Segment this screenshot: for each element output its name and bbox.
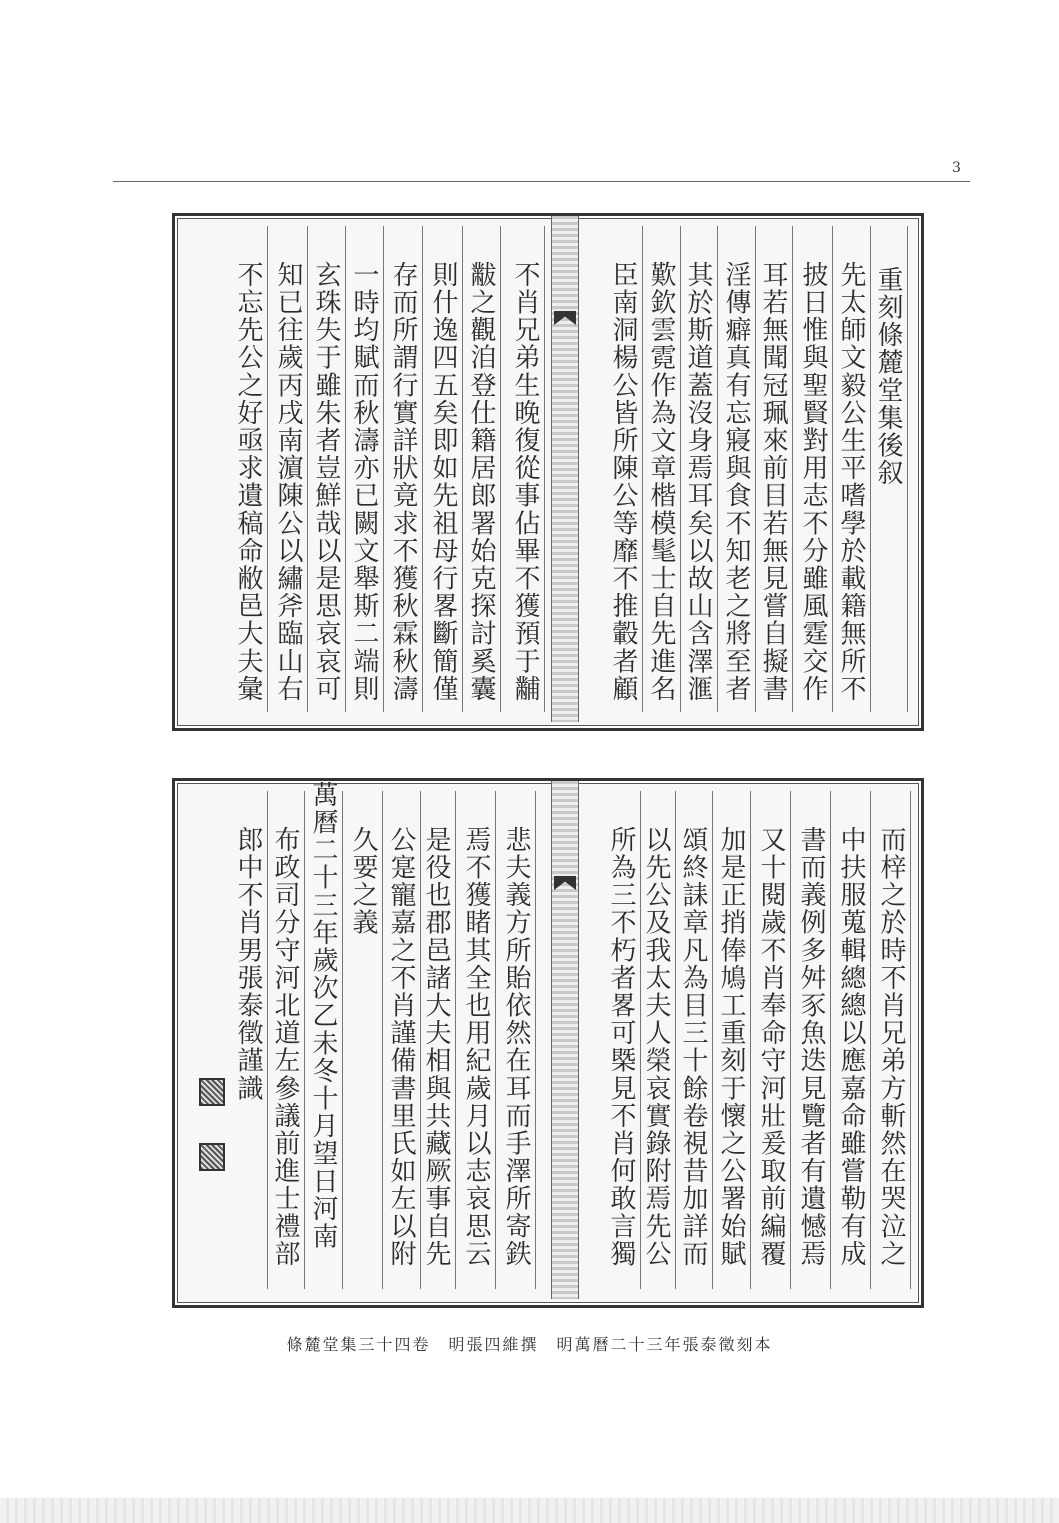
seal-stamp-upper	[199, 1078, 225, 1106]
text-column: 以先公及我太夫人榮哀實錄附焉先公	[641, 826, 671, 1268]
text-column: 又十閱歲不肖奉命守河壯爰取前編覆	[756, 826, 786, 1268]
column-rule	[382, 791, 383, 1289]
column-rule	[830, 791, 831, 1289]
column-rule	[910, 791, 911, 1289]
text-column: 久要之義	[348, 826, 378, 937]
text-column: 中扶服蒐輯總總以應嘉命雖嘗勒有成	[836, 826, 866, 1268]
column-rule	[345, 226, 346, 712]
text-column: 其於斯道蓋沒身焉耳矣以故山含澤滙	[683, 261, 713, 703]
text-column: 不忘先公之好亟求遺稿命敝邑大夫彙	[233, 261, 263, 703]
column-rule	[422, 226, 423, 712]
preface-title: 重刻條麓堂集後叙	[873, 266, 903, 487]
column-rule	[790, 791, 791, 1289]
column-rule	[712, 791, 713, 1289]
fishtail-mark	[554, 311, 576, 325]
text-column: 而梓之於時不肖兄弟方斬然在哭泣之	[876, 826, 906, 1268]
column-rule	[544, 226, 545, 712]
fishtail-mark	[554, 876, 576, 890]
caption: 條麓堂集三十四卷 明張四維撰 明萬曆二十三年張泰徵刻本	[286, 1335, 773, 1354]
column-rule	[640, 791, 641, 1289]
column-rule	[462, 226, 463, 712]
text-column: 悲夫義方所貽依然在耳而手澤所寄鉄	[501, 826, 531, 1268]
text-column: 焉不獲睹其全也用紀歲月以志哀思云	[461, 826, 491, 1268]
column-rule	[870, 791, 871, 1289]
text-column: 玄珠失于雖朱者豈鮮哉以是思哀哀可	[311, 261, 341, 703]
column-rule	[500, 226, 501, 712]
bottom-woodblock-page	[172, 778, 924, 1308]
column-rule	[717, 226, 718, 712]
text-column: 淫傳癖真有忘寢與食不知老之將至者	[721, 261, 751, 703]
text-column: 萬曆二十三年歲次乙未冬十月望日河南	[308, 781, 338, 1251]
column-rule	[680, 226, 681, 712]
column-rule	[675, 791, 676, 1289]
text-column: 郎中不肖男張泰徵謹識	[233, 826, 263, 1102]
column-rule	[495, 791, 496, 1289]
text-column: 公寔寵嘉之不肖謹備書里氏如左以附	[386, 826, 416, 1268]
text-column: 則什逸四五矣即如先祖母行畧斷簡僅	[428, 261, 458, 703]
text-column: 布政司分守河北道左參議前進士禮部	[270, 826, 300, 1268]
text-column: 存而所謂行實詳狀竟求不獲秋霖秋濤	[388, 261, 418, 703]
text-column: 所為三不朽者畧可槩見不肖何敢言獨	[606, 826, 636, 1268]
column-rule	[535, 791, 536, 1289]
column-rule	[907, 226, 908, 712]
text-column: 歎欽雲霓作為文章楷模髦士自先進名	[646, 261, 676, 703]
column-rule	[832, 226, 833, 712]
column-rule	[342, 791, 343, 1289]
text-column: 耳若無聞冠珮來前目若無見嘗自擬書	[758, 261, 788, 703]
column-rule	[267, 791, 268, 1289]
text-column: 黻之觀洎登仕籍居郎署始克探討奚囊	[466, 261, 496, 703]
text-column: 書而義例多舛豕魚迭見覽者有遺憾焉	[796, 826, 826, 1268]
header-rule	[113, 181, 970, 182]
text-column: 知已往歲丙戌南濵陳公以繡斧臨山右	[273, 261, 303, 703]
column-rule	[420, 791, 421, 1289]
seal-stamp-lower	[199, 1143, 225, 1171]
column-rule	[755, 226, 756, 712]
scan-edge	[0, 1498, 1059, 1523]
text-column: 加是正捎俸鳩工重刻于懷之公署始賦	[716, 826, 746, 1268]
column-rule	[307, 226, 308, 712]
column-rule	[750, 791, 751, 1289]
column-rule	[792, 226, 793, 712]
column-rule	[455, 791, 456, 1289]
text-column: 不肖兄弟生晚復從事佔畢不獲預于黼	[510, 261, 540, 703]
text-column: 是役也郡邑諸大夫相與共藏厥事自先	[421, 826, 451, 1268]
text-column: 臣南洞楊公皆所陳公等靡不推轂者顧	[608, 261, 638, 703]
column-rule	[267, 226, 268, 712]
column-rule	[642, 226, 643, 712]
text-column: 一時均賦而秋濤亦已闕文舉斯二端則	[349, 261, 379, 703]
text-column: 先太師文毅公生平嗜學於載籍無所不	[836, 261, 866, 703]
column-rule	[870, 226, 871, 712]
column-rule	[383, 226, 384, 712]
fold-center-column	[551, 216, 579, 722]
fold-center-column	[551, 781, 579, 1299]
text-column: 頌終誄章凡為目三十餘卷視昔加詳而	[678, 826, 708, 1268]
top-woodblock-page	[172, 213, 924, 731]
text-column: 披日惟與聖賢對用志不分雖風霆交作	[798, 261, 828, 703]
page-number: 3	[952, 160, 961, 176]
column-rule	[304, 791, 305, 1289]
